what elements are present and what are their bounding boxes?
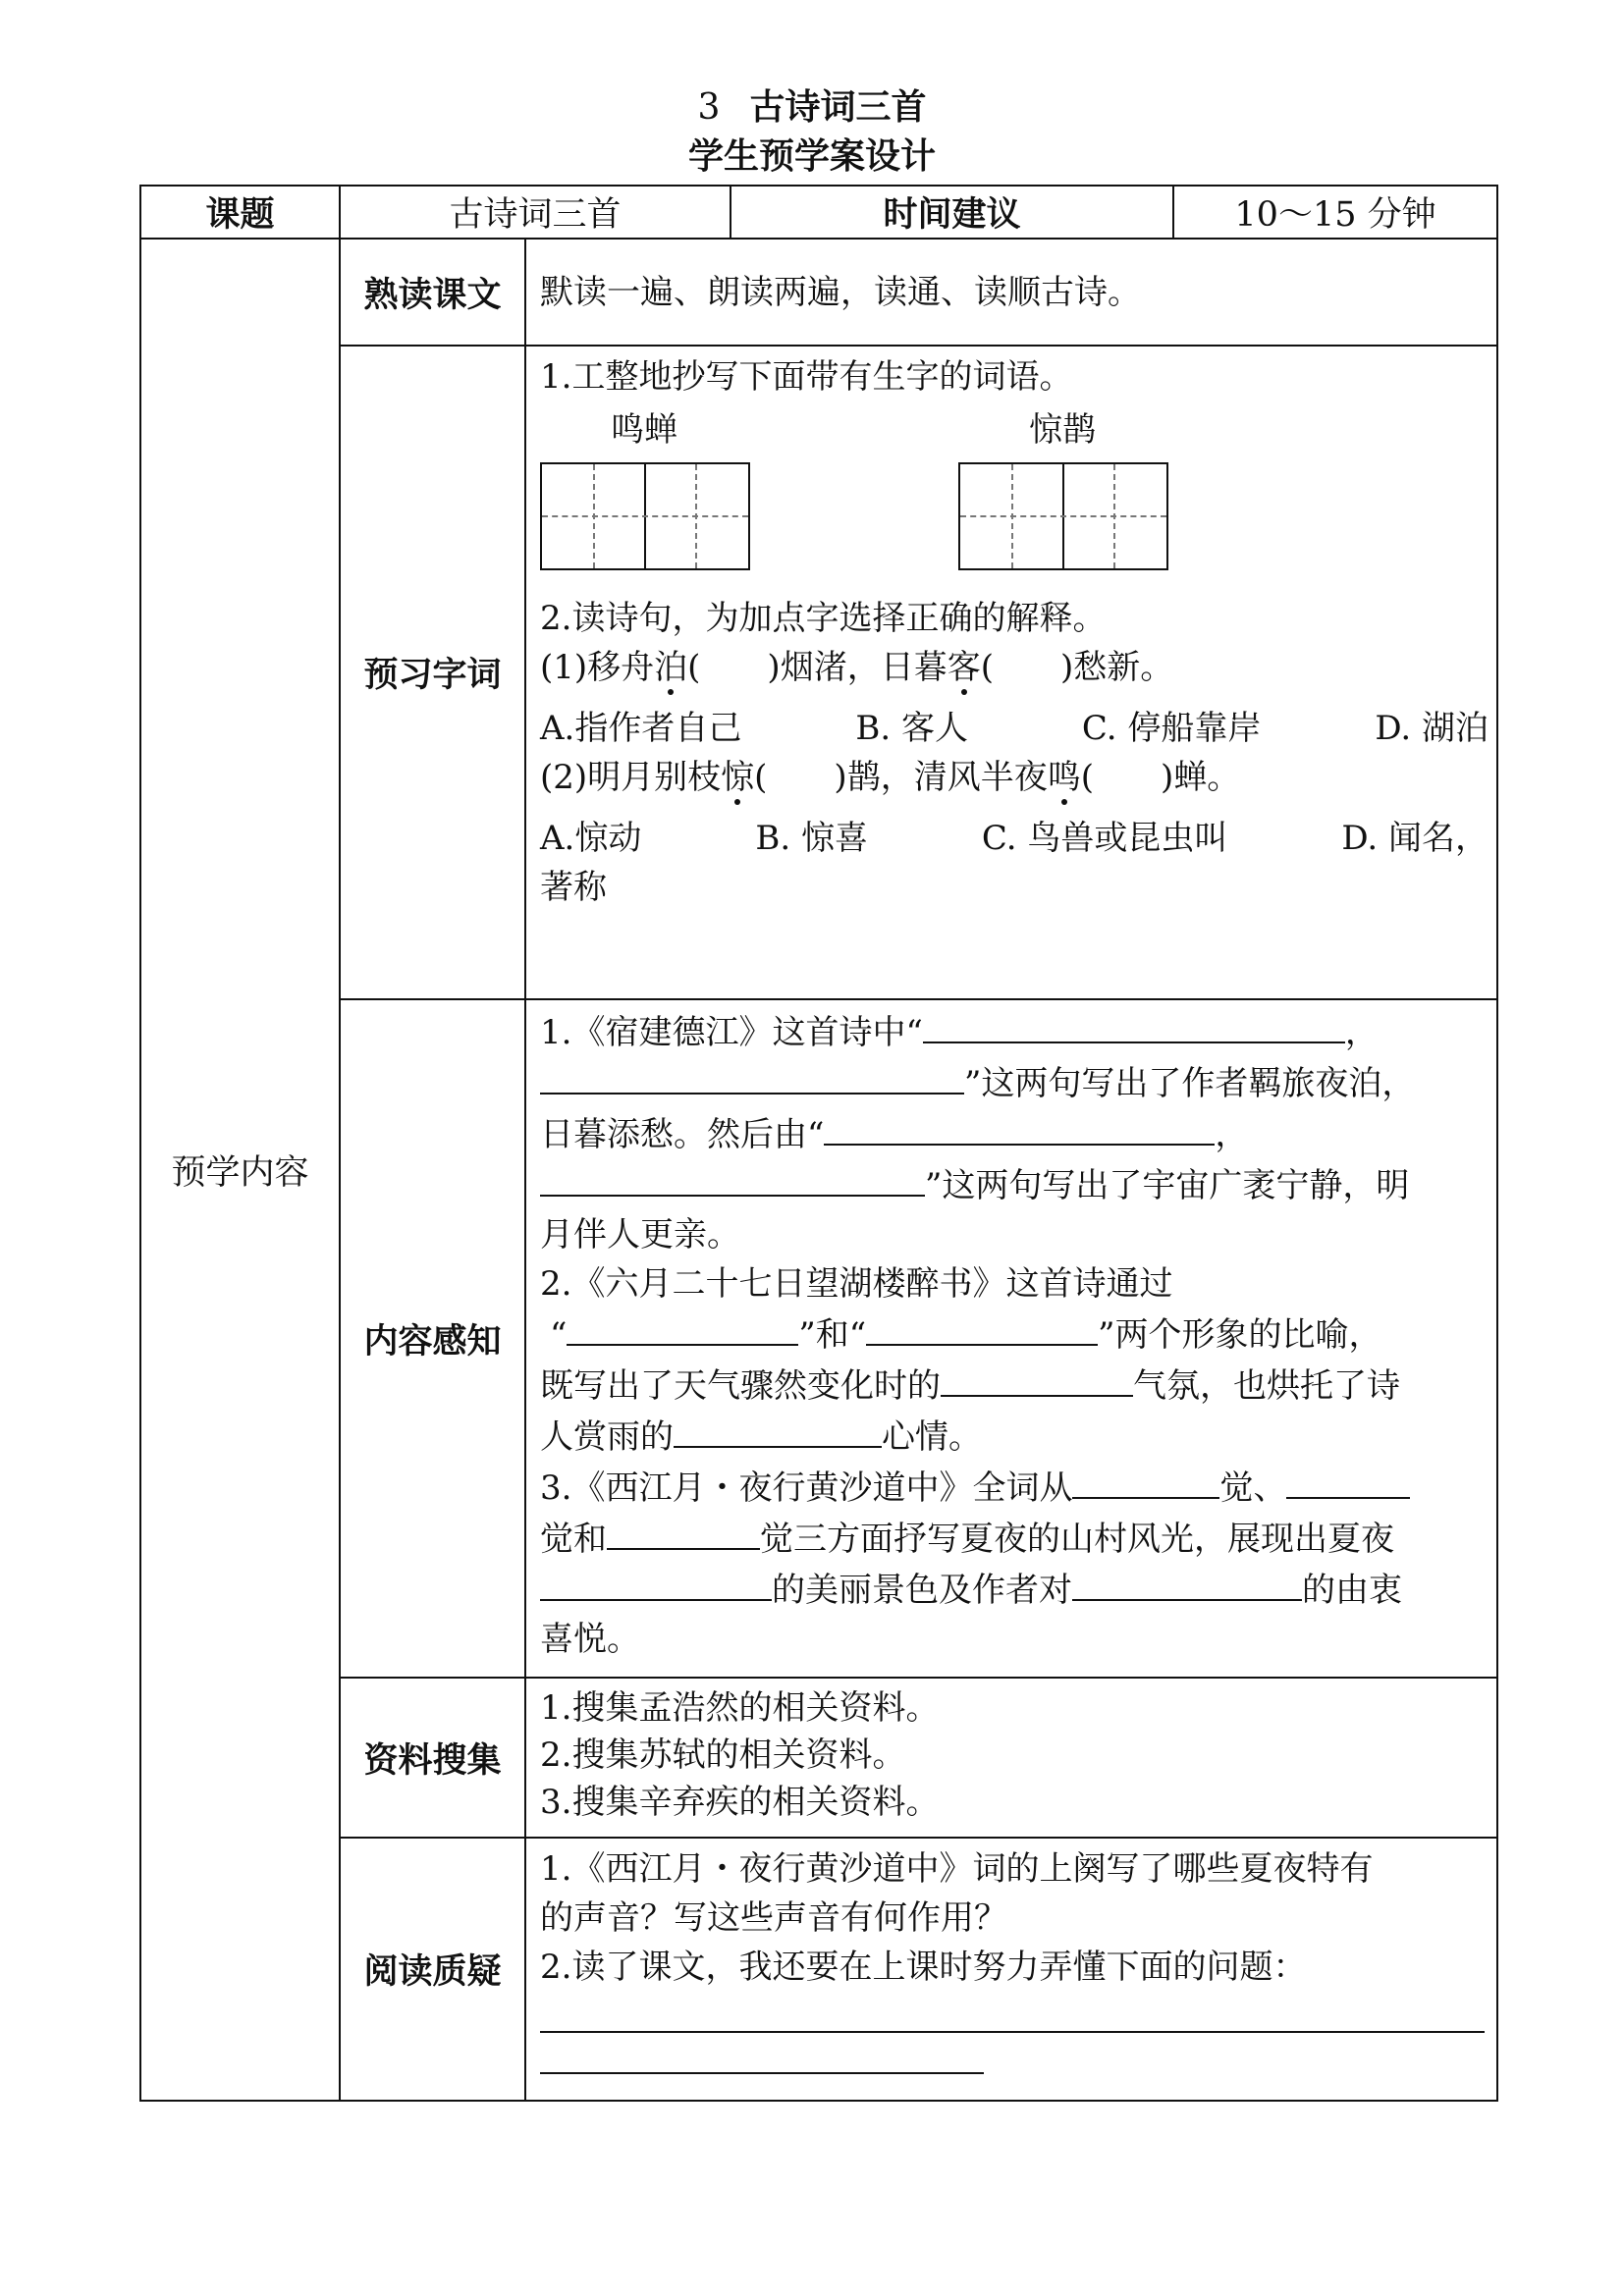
word-2: 惊鹊 (1029, 410, 1096, 450)
answer-blank[interactable] (540, 1159, 925, 1197)
words-q2: 2.读诗句，为加点字选择正确的解释。 (540, 599, 1107, 638)
topic-label: 课题 (140, 186, 340, 239)
word-1: 鸣蝉 (611, 410, 677, 450)
topic-value: 古诗词三首 (340, 186, 731, 239)
lesson-title (0, 84, 1624, 132)
answer-blank[interactable] (923, 1006, 1345, 1043)
question-q1b: 的声音？写这些声音有何作用？ (540, 1898, 1007, 1938)
time-label: 时间建议 (731, 186, 1173, 239)
lesson-number: 3 (697, 87, 721, 128)
option: C. 鸟兽或昆虫叫 (981, 819, 1228, 858)
content-q2: 2.《六月二十七日望湖楼醉书》这首诗通过 (540, 1264, 1173, 1304)
content-label: 内容感知 (340, 999, 525, 1678)
row-collect (140, 1678, 1497, 1838)
sentence-2: (2)明月别枝惊( )鹊，清风半夜鸣( )蝉。 (540, 758, 1241, 797)
answer-blank[interactable] (540, 1057, 964, 1095)
section-main-label: 预学内容 (140, 239, 340, 2101)
answer-blank[interactable] (567, 1308, 798, 1346)
answer-blank[interactable] (824, 1108, 1215, 1146)
options-2-tail: 著称 (540, 868, 607, 907)
answer-blank[interactable] (941, 1360, 1133, 1397)
question-q1a: 1.《西江月・夜行黄沙道中》词的上阕写了哪些夏夜特有 (540, 1849, 1374, 1889)
answer-blank[interactable] (607, 1513, 760, 1550)
answer-blank[interactable] (1072, 1462, 1219, 1499)
dotted-char: 惊 (721, 758, 755, 797)
content-q1: 1.《宿建德江》这首诗中“ ， (540, 1006, 1489, 1057)
answer-blank[interactable] (674, 1411, 882, 1448)
words-q1: 1.工整地抄写下面带有生字的词语。 (540, 357, 1073, 397)
sentence-1: (1)移舟泊( )烟渚，日暮客( )愁新。 (540, 648, 1174, 687)
question-q2: 2.读了课文，我还要在上课时努力弄懂下面的问题： (540, 1948, 1307, 1987)
option: C. 停船靠岸 (1081, 709, 1262, 748)
collect-list (525, 1678, 1497, 1838)
option: A.指作者自己 (540, 709, 742, 748)
row-read (140, 239, 1497, 346)
read-text: 默读一遍、朗读两遍，读通、读顺古诗。 (525, 239, 1497, 346)
option: B. 惊喜 (755, 819, 868, 858)
dotted-char: 客 (947, 648, 981, 687)
lesson-title-text: 古诗词三首 (749, 87, 927, 128)
answer-blank[interactable] (1286, 1462, 1410, 1499)
dotted-char: 泊 (654, 648, 688, 687)
row-words (140, 346, 1497, 999)
answer-line[interactable] (540, 2033, 984, 2074)
page-subtitle: 学生预学案设计 (687, 136, 936, 177)
row-content (140, 999, 1497, 1678)
options-2 (540, 814, 1489, 863)
read-label: 熟读课文 (340, 239, 525, 346)
copy-words (540, 401, 1489, 594)
question-label: 阅读质疑 (340, 1838, 525, 2101)
time-value: 10～15 分钟 (1173, 186, 1497, 239)
answer-line[interactable] (540, 1992, 1485, 2033)
option: D. 湖泊 (1375, 709, 1489, 748)
answer-blank[interactable] (540, 1564, 772, 1601)
content-q3: 3.《西江月・夜行黄沙道中》全词从 觉、 (540, 1462, 1489, 1513)
collect-item: 2.搜集苏轼的相关资料。 (540, 1735, 906, 1775)
row-question (140, 1838, 1497, 2101)
dotted-char: 鸣 (1047, 758, 1081, 797)
options-1 (540, 704, 1489, 753)
answer-blank[interactable] (866, 1308, 1098, 1346)
words-label: 预习字词 (340, 346, 525, 999)
words-content (525, 346, 1497, 999)
collect-item: 1.搜集孟浩然的相关资料。 (540, 1688, 940, 1728)
content-body: 1.《宿建德江》这首诗中“ ， ”这两句写出了作者羁旅夜泊， 日暮添愁。然后由“ ， ”这两句写出了宇宙广袤宁静，明 月伴人更亲。 2.《六月二十七日望湖楼醉书》这首诗通过 “ ”和“ ”两个形象的比喻， 既写出了天气骤然变化时的 气氛，也烘托了诗 人赏雨的 心情。 3.《西江月・夜行黄沙道中》全词从 觉、 觉和 觉三方面抒写夏夜的山村风光，展现出夏夜 的美丽景色及作者对 的由衷 喜悦。 (525, 999, 1497, 1678)
question-body (525, 1838, 1497, 2101)
worksheet-table (139, 185, 1498, 2102)
writing-grid-2[interactable] (958, 462, 1168, 570)
answer-blank[interactable] (1072, 1564, 1302, 1601)
option: A.惊动 (540, 819, 642, 858)
option: D. 闻名， (1341, 819, 1489, 858)
collect-label: 资料搜集 (340, 1678, 525, 1838)
header-row (140, 186, 1497, 239)
option: B. 客人 (855, 709, 968, 748)
collect-item: 3.搜集辛弃疾的相关资料。 (540, 1783, 940, 1822)
writing-grid-1[interactable] (540, 462, 750, 570)
